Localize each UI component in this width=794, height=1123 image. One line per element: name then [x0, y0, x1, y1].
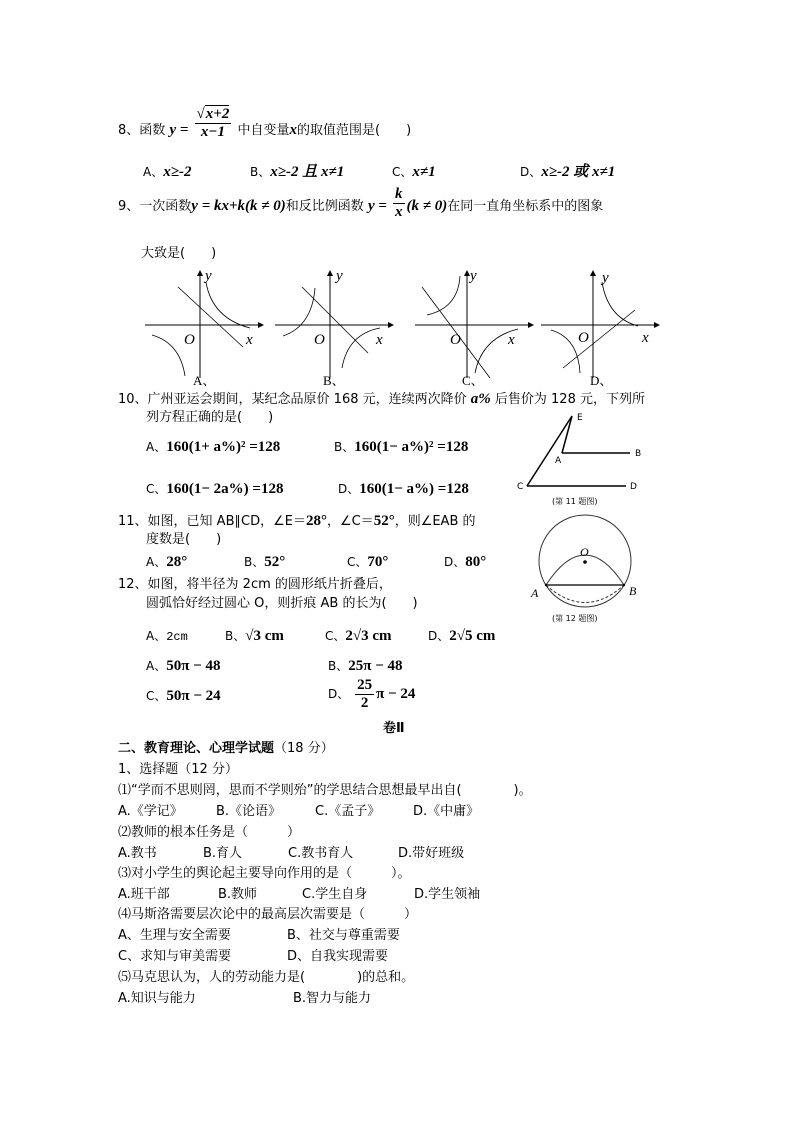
q12-extra-option-d[interactable] — [328, 677, 415, 712]
q10-var: a% — [470, 391, 491, 407]
option-text: √3 cm — [245, 628, 284, 644]
q10-option-a[interactable] — [146, 439, 280, 455]
option-label: A、 — [143, 165, 164, 179]
option-label: B、 — [225, 629, 246, 643]
q9-text3: 在同一直角坐标系中的图象 — [447, 199, 604, 214]
q8-option-a[interactable] — [143, 164, 191, 180]
origin-label: O — [450, 332, 461, 348]
s2-q4-stem: ⑷马斯洛需要层次论中的最高层次需要是（ ） — [118, 907, 418, 922]
q9-graph-c[interactable] — [410, 268, 535, 388]
option-text: 2√3 cm — [345, 628, 392, 644]
graph-b-svg — [270, 268, 395, 388]
q8-number: 8、 — [118, 123, 140, 138]
option-text: 160(1− a%)² =128 — [354, 439, 469, 455]
q12-option-c[interactable] — [325, 628, 392, 644]
q10-text-b: 后售价为 128 元，下列所 — [494, 392, 645, 407]
option-text: x≥-2 且 x≠1 — [270, 164, 345, 180]
option-text: 70° — [367, 554, 389, 570]
q9-expr1: y = kx+k(k ≠ 0) — [191, 198, 286, 214]
option-text: π − 24 — [376, 686, 416, 702]
q9-stem — [118, 186, 604, 221]
q8-prefix: 函数 — [139, 123, 166, 138]
option-text: 160(1− a%) =128 — [359, 481, 469, 497]
origin-label: O — [184, 332, 195, 348]
q8-numerator — [195, 106, 232, 124]
s2-q5-option-a[interactable]: A.知识与能力 — [118, 991, 196, 1006]
q9-frac-den: x — [395, 204, 403, 220]
q9-text1: 一次函数 — [139, 199, 192, 214]
q9-graph-b[interactable] — [270, 268, 395, 388]
axis-y-label: y — [205, 268, 212, 284]
option-label: B、 — [334, 440, 355, 454]
graph-d-svg — [538, 268, 663, 388]
q11-text-b: ，∠C＝ — [326, 514, 374, 529]
q10-number: 10、 — [118, 392, 148, 407]
q11-option-a[interactable] — [146, 554, 187, 570]
s2-q3-option-d[interactable]: D.学生领袖 — [414, 887, 481, 902]
s2-q1-option-a[interactable]: A.《学记》 — [118, 804, 183, 819]
s2-q1-option-c[interactable]: C.《孟子》 — [315, 804, 381, 819]
q10-line1 — [118, 391, 645, 408]
point-o-label: O — [580, 545, 589, 559]
figure-12 — [520, 505, 650, 630]
option-text: 2√5 cm — [449, 628, 496, 644]
point-d-label: D — [630, 482, 637, 492]
option-label: A、 — [146, 555, 167, 569]
q9-line2: 大致是( ) — [141, 246, 217, 261]
option-label: B、 — [328, 659, 349, 673]
q11-line2: 度数是( ) — [146, 532, 222, 547]
q8-suffix: 中自变量 — [237, 123, 290, 138]
q11-line1 — [118, 513, 476, 530]
q12-number: 12、 — [118, 577, 148, 592]
option-label: A、 — [146, 659, 167, 673]
s2-q2-option-c[interactable]: C.教书育人 — [288, 846, 354, 861]
s2-q3-option-c[interactable]: C.学生自身 — [302, 887, 368, 902]
option-label: B、 — [250, 165, 271, 179]
option-label: C、 — [347, 555, 368, 569]
axis-y-label: y — [602, 270, 609, 286]
option-text: 28° — [166, 554, 188, 570]
s2-q4-option-b[interactable]: B、社交与尊重需要 — [287, 928, 400, 943]
s2-q5-option-b[interactable]: B.智力与能力 — [293, 991, 372, 1006]
s2-q3-stem: ⑶对小学生的舆论起主要导向作用的是（ ）。 — [118, 866, 411, 881]
q9-graph-a[interactable] — [140, 268, 265, 388]
graph-a-svg — [140, 268, 265, 388]
option-text: x≥-2 — [163, 164, 192, 180]
option-label: D、 — [428, 629, 450, 643]
q9-frac-num: k — [395, 186, 403, 202]
q11-option-c[interactable] — [347, 554, 388, 570]
option-text: 25π − 48 — [348, 658, 403, 674]
option-text: 2cm — [166, 630, 188, 644]
section-2-heading — [118, 741, 334, 757]
s2-q3-option-b[interactable]: B.教师 — [218, 887, 258, 902]
origin-label: O — [578, 330, 589, 346]
sqrt-icon: √ — [196, 106, 205, 122]
q9-fraction — [393, 186, 405, 221]
s2-q4-option-a[interactable]: A、生理与安全需要 — [118, 928, 231, 943]
q11-angle-e: 28° — [305, 513, 327, 529]
q8-lhs: y = — [169, 122, 189, 138]
axis-y-label: y — [336, 268, 343, 284]
q12-option-b[interactable] — [225, 628, 284, 644]
s2-q3-option-a[interactable]: A.班干部 — [118, 887, 170, 902]
origin-label: O — [314, 332, 325, 348]
q8-suffix2: 的取值范围是( ) — [297, 123, 412, 138]
s2-q2-option-d[interactable]: D.带好班级 — [398, 846, 465, 861]
graph-c-svg — [410, 268, 535, 388]
q8-var: x — [289, 122, 297, 138]
option-text: 160(1− 2a%) =128 — [166, 481, 284, 497]
fraction-den: 2 — [360, 695, 369, 711]
axis-y-label: y — [470, 268, 477, 284]
q12-option-d[interactable] — [428, 628, 495, 644]
point-c-label: C — [517, 482, 524, 492]
graph-label: B、 — [323, 373, 345, 388]
q8-fraction — [195, 106, 232, 141]
q8-radicand: x+2 — [205, 106, 230, 122]
graph-label: A、 — [193, 373, 216, 388]
q12-line2: 圆弧恰好经过圆心 O，则折痕 AB 的长为( ) — [146, 596, 418, 611]
figure-12-caption: (第 12 题图) — [552, 614, 598, 623]
q12-text1: 如图，将半径为 2cm 的圆形纸片折叠后， — [147, 577, 392, 592]
q9-number: 9、 — [118, 199, 140, 214]
q11-number: 11、 — [118, 514, 148, 529]
point-e-label: E — [577, 413, 583, 423]
q8-option-c[interactable] — [392, 164, 436, 180]
s2-q1-stem: ⑴“学而不思则罔，思而不学则殆”的学思结合思想最早出自( )。 — [118, 783, 532, 798]
option-label: C、 — [146, 689, 167, 703]
q12-option-a[interactable] — [146, 628, 188, 645]
option-text: 52° — [264, 554, 286, 570]
point-b-label: B — [629, 584, 637, 598]
section-heading-text: 二、教育理论、心理学试题 — [118, 741, 275, 756]
q8-option-d[interactable] — [520, 164, 615, 180]
axis-x-label: x — [246, 332, 253, 348]
figure-11 — [500, 410, 660, 510]
q10-option-c[interactable] — [146, 481, 283, 497]
option-text: 160(1+ a%)² =128 — [166, 439, 281, 455]
section-score: （18 分） — [274, 741, 334, 756]
figure-11-caption: (第 11 题图) — [552, 497, 598, 506]
q12-extra-option-c[interactable] — [146, 688, 221, 704]
option-text: 50π − 24 — [166, 688, 221, 704]
s2-q2-stem: ⑵教师的根本任务是（ ） — [118, 825, 301, 840]
option-label: A、 — [146, 629, 167, 643]
option-label: C、 — [325, 629, 346, 643]
q11-text-c: ，则∠EAB 的 — [394, 514, 476, 529]
q8-denominator: x−1 — [200, 124, 225, 140]
s2-q4-option-c[interactable]: C、求知与审美需要 — [118, 949, 232, 964]
s2-q2-option-a[interactable]: A.教书 — [118, 846, 157, 861]
q11-text-a: 如图，已知 AB∥CD，∠E＝ — [147, 514, 306, 529]
option-label: B、 — [244, 555, 265, 569]
q9-expr2-tail: (k ≠ 0) — [406, 198, 448, 214]
q10-text-a: 广州亚运会期间，某纪念品原价 168 元，连续两次降价 — [147, 392, 467, 407]
option-text: x≥-2 或 x≠1 — [541, 164, 616, 180]
axis-x-label: x — [508, 332, 515, 348]
q10-option-d[interactable] — [338, 481, 469, 497]
graph-label: D、 — [590, 373, 613, 388]
option-text: x≠1 — [412, 164, 436, 180]
option-text: 80° — [465, 554, 487, 570]
s2-q1-option-d[interactable]: D.《中庸》 — [413, 804, 480, 819]
q9-expr2-lhs: y = — [367, 198, 387, 214]
q10-option-b[interactable] — [334, 439, 468, 455]
point-a-label: A — [555, 456, 562, 466]
q11-option-b[interactable] — [244, 554, 285, 570]
q12-extra-option-b[interactable] — [328, 658, 403, 674]
option-label: D、 — [444, 555, 466, 569]
graph-label: C、 — [462, 373, 484, 388]
axis-x-label: x — [642, 330, 649, 346]
q9-graph-d[interactable] — [538, 268, 663, 388]
option-label: A、 — [146, 440, 167, 454]
point-a-label: A — [531, 586, 539, 600]
q8-option-b[interactable] — [250, 164, 344, 180]
option-label: D、 — [328, 687, 350, 701]
volume-2-title: 卷Ⅱ — [383, 721, 405, 736]
q12-line1 — [118, 577, 392, 593]
fraction-num: 25 — [357, 677, 373, 693]
q11-angle-c: 52° — [373, 513, 395, 529]
q10-line2: 列方程正确的是( ) — [146, 410, 274, 425]
s2-q2-option-b[interactable]: B.育人 — [203, 846, 243, 861]
point-b-label: B — [635, 449, 642, 459]
s2-q1-option-b[interactable]: B.《论语》 — [216, 804, 282, 819]
q11-option-d[interactable] — [444, 554, 486, 570]
option-label: D、 — [338, 482, 360, 496]
section-2-sub1: 1、选择题（12 分） — [118, 762, 238, 777]
q9-text2: 和反比例函数 — [285, 199, 364, 214]
s2-q5-stem: ⑸马克思认为，人的劳动能力是( )的总和。 — [118, 970, 415, 985]
option-label: D、 — [520, 165, 542, 179]
axis-x-label: x — [376, 332, 383, 348]
q8-stem — [118, 106, 412, 141]
fraction — [355, 677, 374, 712]
s2-q4-option-d[interactable]: D、自我实现需要 — [287, 949, 389, 964]
option-text: 50π − 48 — [166, 658, 221, 674]
option-label: C、 — [392, 165, 413, 179]
option-label: C、 — [146, 482, 167, 496]
q12-extra-option-a[interactable] — [146, 658, 220, 674]
